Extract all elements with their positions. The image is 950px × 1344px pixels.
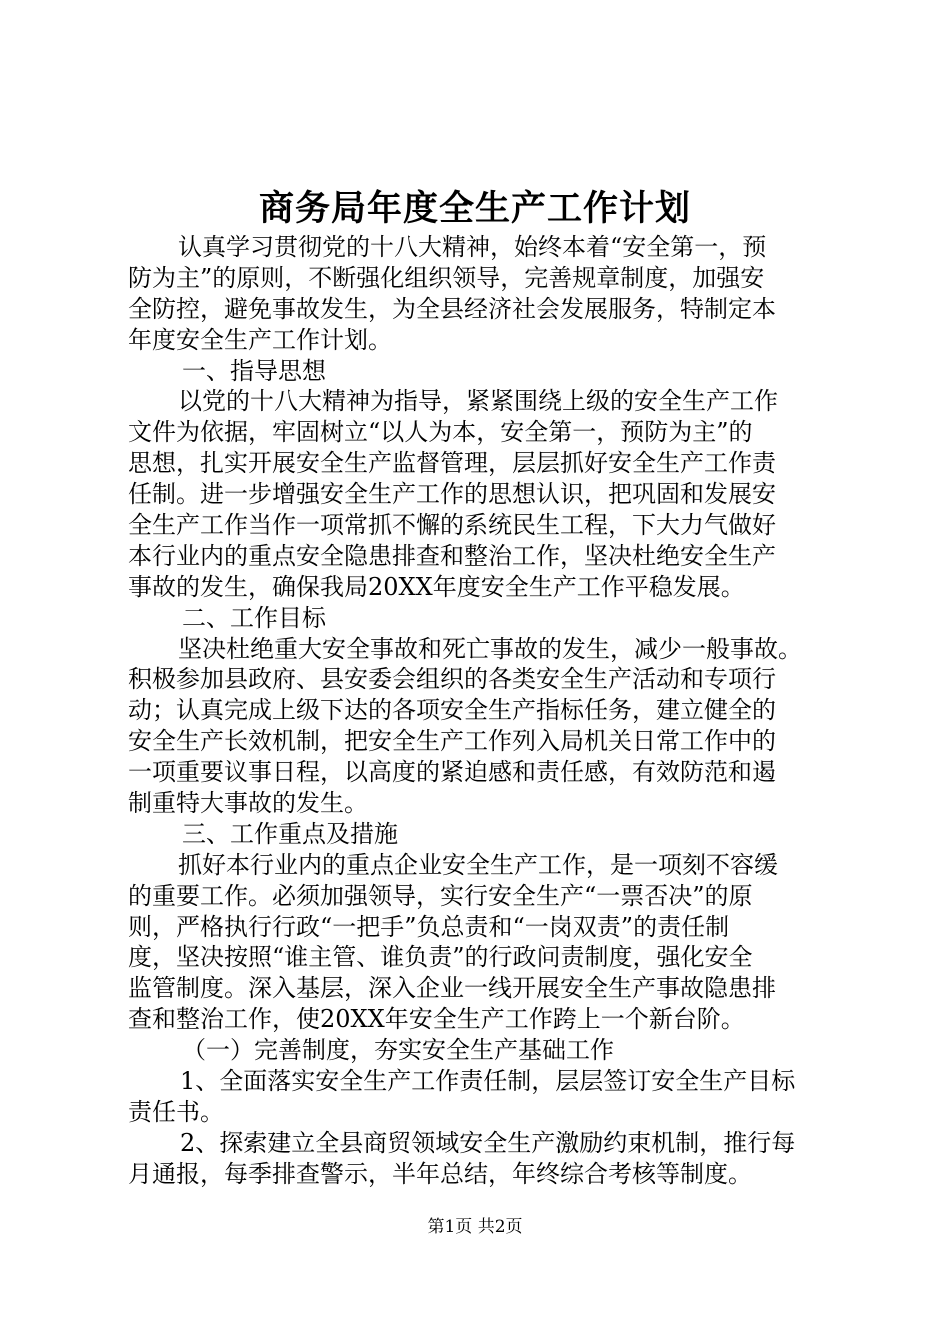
paragraph-line: 一项重要议事日程，以高度的紧迫感和责任感，有效防范和遏 <box>128 758 776 787</box>
paragraph-line: 度，坚决按照“谁主管、谁负责”的行政问责制度，强化安全 <box>128 943 753 972</box>
paragraph-line: 思想，扎实开展安全生产监督管理，层层抓好安全生产工作责 <box>128 449 776 478</box>
paragraph-line: 抓好本行业内的重点企业安全生产工作，是一项刻不容缓 <box>178 850 778 879</box>
section-heading: 三、工作重点及措施 <box>182 819 398 848</box>
paragraph-line: 安全生产长效机制，把安全生产工作列入局机关日常工作中的 <box>128 727 776 756</box>
paragraph-line: 查和整治工作，使20XX年安全生产工作跨上一个新台阶。 <box>128 1005 745 1034</box>
list-item-line: 月通报，每季排查警示，半年总结，年终综合考核等制度。 <box>128 1159 752 1188</box>
paragraph-line: 全生产工作当作一项常抓不懈的系统民生工程，下大力气做好 <box>128 511 776 540</box>
list-item-line: 1、全面落实安全生产工作责任制，层层签订安全生产目标 <box>180 1067 796 1096</box>
paragraph-line: 文件为依据，牢固树立“以人为本，安全第一，预防为主”的 <box>128 418 753 447</box>
list-item-line: 责任书。 <box>128 1097 224 1126</box>
paragraph-line: 本行业内的重点安全隐患排查和整治工作，坚决杜绝安全生产 <box>128 541 776 570</box>
paragraph-line: 坚决杜绝重大安全事故和死亡事故的发生，减少一般事故。 <box>178 634 802 663</box>
paragraph-line: 的重要工作。必须加强领导，实行安全生产“一票否决”的原 <box>128 881 753 910</box>
section-heading: 一、指导思想 <box>182 356 326 385</box>
paragraph-line: 年度安全生产工作计划。 <box>128 325 392 354</box>
paragraph-line: 积极参加县政府、县安委会组织的各类安全生产活动和专项行 <box>128 665 776 694</box>
document-title: 商务局年度全生产工作计划 <box>258 188 691 229</box>
paragraph-line: 监管制度。深入基层，深入企业一线开展安全生产事故隐患排 <box>128 974 776 1003</box>
paragraph-line: 动；认真完成上级下达的各项安全生产指标任务，建立健全的 <box>128 696 776 725</box>
page-number-footer: 第1页 共2页 <box>427 1217 523 1237</box>
subsection-heading: （一）完善制度，夯实安全生产基础工作 <box>182 1036 614 1065</box>
section-heading: 二、工作目标 <box>182 603 326 632</box>
document-body <box>128 232 850 1190</box>
paragraph-line: 制重特大事故的发生。 <box>128 789 368 818</box>
list-item-line: 2、探索建立全县商贸领域安全生产激励约束机制，推行每 <box>180 1128 796 1157</box>
paragraph-line: 事故的发生，确保我局20XX年度安全生产工作平稳发展。 <box>128 572 745 601</box>
paragraph-line: 以党的十八大精神为指导，紧紧围绕上级的安全生产工作 <box>178 387 778 416</box>
paragraph-line: 防为主”的原则，不断强化组织领导，完善规章制度，加强安 <box>128 263 765 292</box>
paragraph-line: 全防控，避免事故发生，为全县经济社会发展服务，特制定本 <box>128 294 776 323</box>
paragraph-line: 则，严格执行行政“一把手”负总责和“一岗双责”的责任制 <box>128 912 730 941</box>
paragraph-line: 认真学习贯彻党的十八大精神，始终本着“安全第一，预 <box>178 233 767 261</box>
paragraph-line: 任制。进一步增强安全生产工作的思想认识，把巩固和发展安 <box>128 480 776 509</box>
